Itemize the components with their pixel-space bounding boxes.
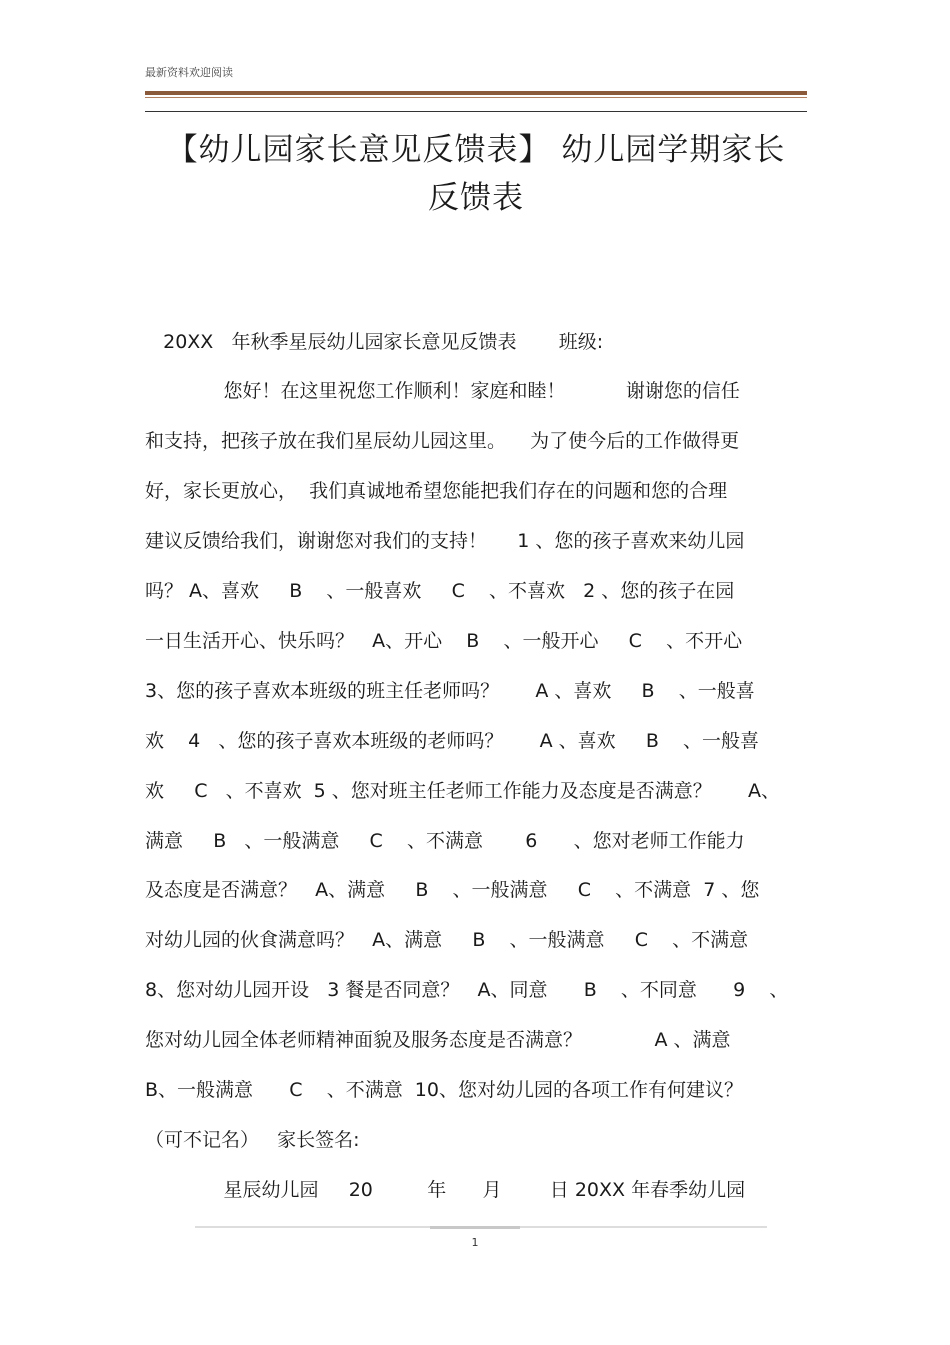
body-line: 及态度是否满意？ A、满意 B 、一般满意 C 、不满意 7 、您 [145,879,760,901]
body-line: 8、您对幼儿园开设 3 餐是否同意？ A、同意 B 、不同意 9 、 [145,979,789,1001]
header-rule-thick [145,91,807,95]
body-line: 星辰幼儿园 20 年 月 日 20XX 年春季幼儿园 [145,1179,746,1201]
body-line: 20XX 年秋季星辰幼儿园家长意见反馈表 班级: [145,331,604,353]
title-line-2: 反馈表 [428,180,524,216]
body-line: 对幼儿园的伙食满意吗？ A、满意 B 、一般满意 C 、不满意 [145,929,749,951]
body-line: 建议反馈给我们，谢谢您对我们的支持！ 1 、您的孩子喜欢来幼儿园 [145,530,745,552]
title-line-1: 【幼儿园家长意见反馈表】 幼儿园学期家长 [166,132,786,168]
document-title [145,126,807,222]
body-line: 您对幼儿园全体老师精神面貌及服务态度是否满意？ A 、满意 [145,1029,731,1051]
body-line: 您好！在这里祝您工作顺利！家庭和睦！ 谢谢您的信任 [145,380,740,402]
body-line: 满意 B 、一般满意 C 、不满意 6 、您对老师工作能力 [145,830,745,852]
body-line: 好，家长更放心， 我们真诚地希望您能把我们存在的问题和您的合理 [145,480,728,502]
body-line: 吗？ A、喜欢 B 、一般喜欢 C 、不喜欢 2 、您的孩子在园 [145,580,735,602]
running-header: 最新资料欢迎阅读 [145,66,233,79]
body-line: B、一般满意 C 、不满意 10、您对幼儿园的各项工作有何建议？ [145,1079,743,1101]
body-line: 一日生活开心、快乐吗？ A、开心 B 、一般开心 C 、不开心 [145,630,743,652]
body-line: 3、您的孩子喜欢本班级的班主任老师吗？ A 、喜欢 B 、一般喜 [145,680,755,702]
body-line: 和支持，把孩子放在我们星辰幼儿园这里。 为了使今后的工作做得更 [145,430,740,452]
body-line: 欢 4 、您的孩子喜欢本班级的老师吗？ A 、喜欢 B 、一般喜 [145,730,760,752]
header-rule-accent [145,97,807,98]
footer-rule-accent [430,1226,520,1229]
page-number: 1 [471,1236,479,1249]
body-line: 欢 C 、不喜欢 5 、您对班主任老师工作能力及态度是否满意？ A、 [145,780,781,802]
header-rule-thin [145,111,807,112]
body-line: （可不记名） 家长签名: [145,1129,360,1151]
